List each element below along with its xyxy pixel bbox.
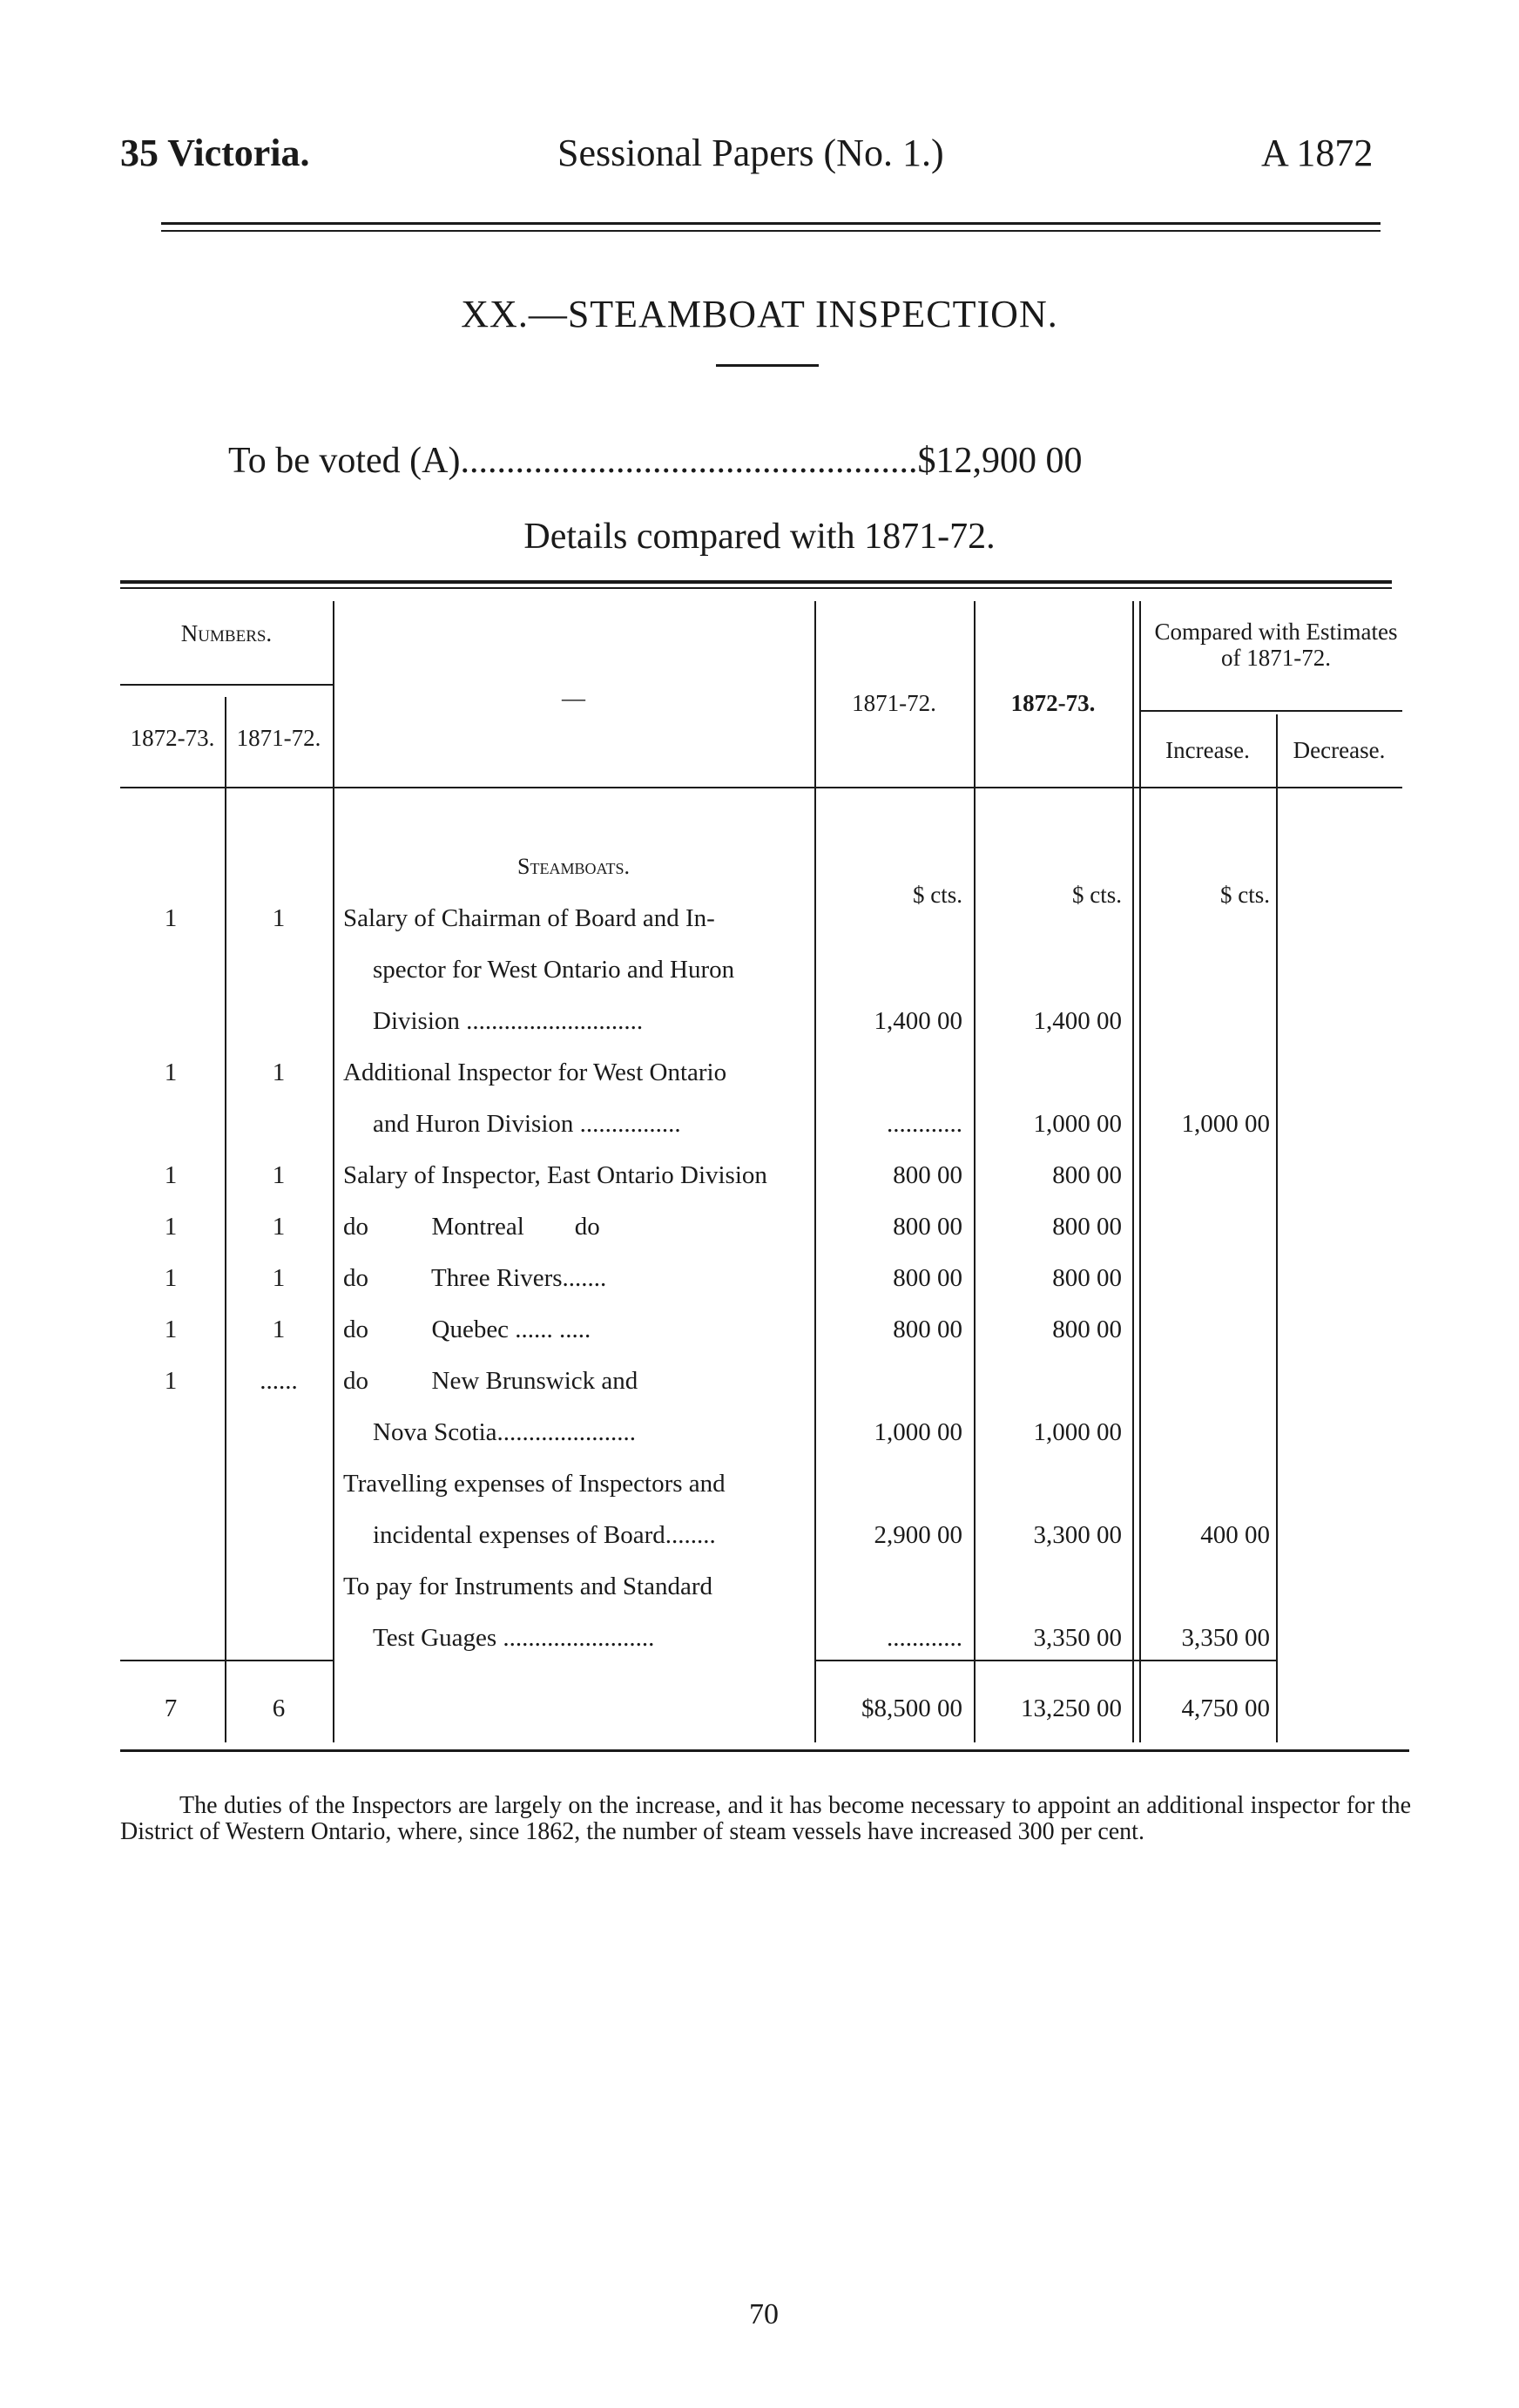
th-increase: Increase. [1165,737,1250,763]
row-y1: ............ [887,1624,962,1652]
row-description: spector for West Ontario and Huron [373,956,735,984]
header-year: A 1872 [1261,132,1374,174]
row-n1: 1 [164,1316,178,1343]
row-description: Test Guages ........................ [373,1624,655,1652]
row-y1: 800 00 [893,1161,962,1189]
row-y1: 800 00 [893,1316,962,1343]
row-y2: 3,350 00 [1033,1624,1122,1652]
row-n2: 1 [272,1316,286,1343]
th-numbers: Numbers. [180,620,273,646]
row-y1: ............ [887,1110,962,1138]
total-n2: 6 [272,1694,286,1722]
th-compared: Compared with Estimates of 1871-72. [1154,619,1398,671]
th-description: — [562,685,585,711]
total-1871-72: $8,500 00 [861,1694,962,1722]
row-description: do Quebec ...... ..... [343,1316,591,1343]
row-description: To pay for Instruments and Standard [343,1573,713,1600]
row-n1: 1 [164,1264,178,1292]
total-increase: 4,750 00 [1181,1694,1270,1722]
th-1872-73: 1872-73. [1010,690,1096,716]
row-n2: 1 [272,904,286,932]
th-n1: 1872-73. [130,725,215,751]
details-caption: Details compared with 1871-72. [523,517,996,557]
row-n1: 1 [164,1367,178,1395]
section-heading: Steamboats. [517,854,630,879]
total-1872-73: 13,250 00 [1021,1694,1122,1722]
vote-amount: $12,900 00 [917,441,1083,481]
page-title: XX.—STEAMBOAT INSPECTION. [461,293,1058,335]
row-n1: 1 [164,1059,178,1086]
header-session: 35 Victoria. [120,132,310,174]
vote-line [228,440,1082,482]
th-1871-72: 1871-72. [852,690,936,716]
row-n2: 1 [272,1161,286,1189]
row-y2: 3,300 00 [1033,1521,1122,1549]
page-number: 70 [749,2298,779,2330]
unit-1872-73: $ cts. [1072,882,1122,908]
th-n2: 1871-72. [236,725,321,751]
total-n1: 7 [164,1694,178,1722]
row-description: Travelling expenses of Inspectors and [343,1470,726,1498]
table-top-rule [120,580,1392,584]
row-y2: 1,400 00 [1033,1007,1122,1035]
row-y1: 2,900 00 [874,1521,962,1549]
vrule-inc [1276,714,1278,1742]
hrule-totals-numbers [120,1660,333,1661]
vrule-y2b [1139,601,1141,1742]
vrule-n2 [333,601,334,1742]
row-inc: 1,000 00 [1181,1110,1270,1138]
vote-leader: .................................................. [460,441,918,481]
row-description: do New Brunswick and [343,1367,638,1395]
hrule-numbers [120,684,333,686]
row-description: Salary of Chairman of Board and In- [343,904,715,932]
vrule-y2a [1132,601,1134,1742]
row-y2: 800 00 [1052,1161,1122,1189]
row-description: Nova Scotia...................... [373,1418,637,1446]
row-n1: 1 [164,904,178,932]
header-rule-bottom [161,230,1381,232]
unit-1871-72: $ cts. [913,882,962,908]
row-n2: 1 [272,1264,286,1292]
row-description: Salary of Inspector, East Ontario Division [343,1161,767,1189]
row-y2: 800 00 [1052,1213,1122,1241]
row-description: Division ............................ [373,1007,644,1035]
row-n1: 1 [164,1213,178,1241]
row-y2: 1,000 00 [1033,1418,1122,1446]
row-n2: 1 [272,1213,286,1241]
table-bottom-rule [120,1749,1409,1752]
th-decrease: Decrease. [1293,737,1386,763]
row-n2: ...... [260,1367,298,1395]
row-y1: 800 00 [893,1264,962,1292]
row-y2: 800 00 [1052,1264,1122,1292]
row-n1: 1 [164,1161,178,1189]
row-y2: 800 00 [1052,1316,1122,1343]
row-description: Additional Inspector for West Ontario [343,1059,727,1086]
table-top-rule-2 [120,587,1392,589]
row-description: do Three Rivers....... [343,1264,607,1292]
hrule-totals-amounts [814,1660,1276,1661]
row-y2: 1,000 00 [1033,1110,1122,1138]
row-description: do Montreal do [343,1213,600,1241]
row-y1: 1,000 00 [874,1418,962,1446]
row-inc: 3,350 00 [1181,1624,1270,1652]
hrule-compared [1139,710,1402,712]
unit-increase: $ cts. [1220,882,1270,908]
row-n2: 1 [272,1059,286,1086]
footnote: The duties of the Inspectors are largely on the increase, and it has become necessary to appoint an additional inspector for the District of Western Ontario, where, since 1862, the number of steam vessels have increased 300 per cent. [120,1792,1411,1845]
vote-label: To be voted (A) [228,441,461,481]
row-y1: 800 00 [893,1213,962,1241]
title-rule [716,364,819,367]
row-description: and Huron Division ................ [373,1110,681,1138]
header-rule-top [161,222,1381,225]
header-papers: Sessional Papers (No. 1.) [557,132,944,174]
hrule-header-bottom [120,787,1402,788]
row-inc: 400 00 [1200,1521,1270,1549]
row-y1: 1,400 00 [874,1007,962,1035]
row-description: incidental expenses of Board........ [373,1521,716,1549]
